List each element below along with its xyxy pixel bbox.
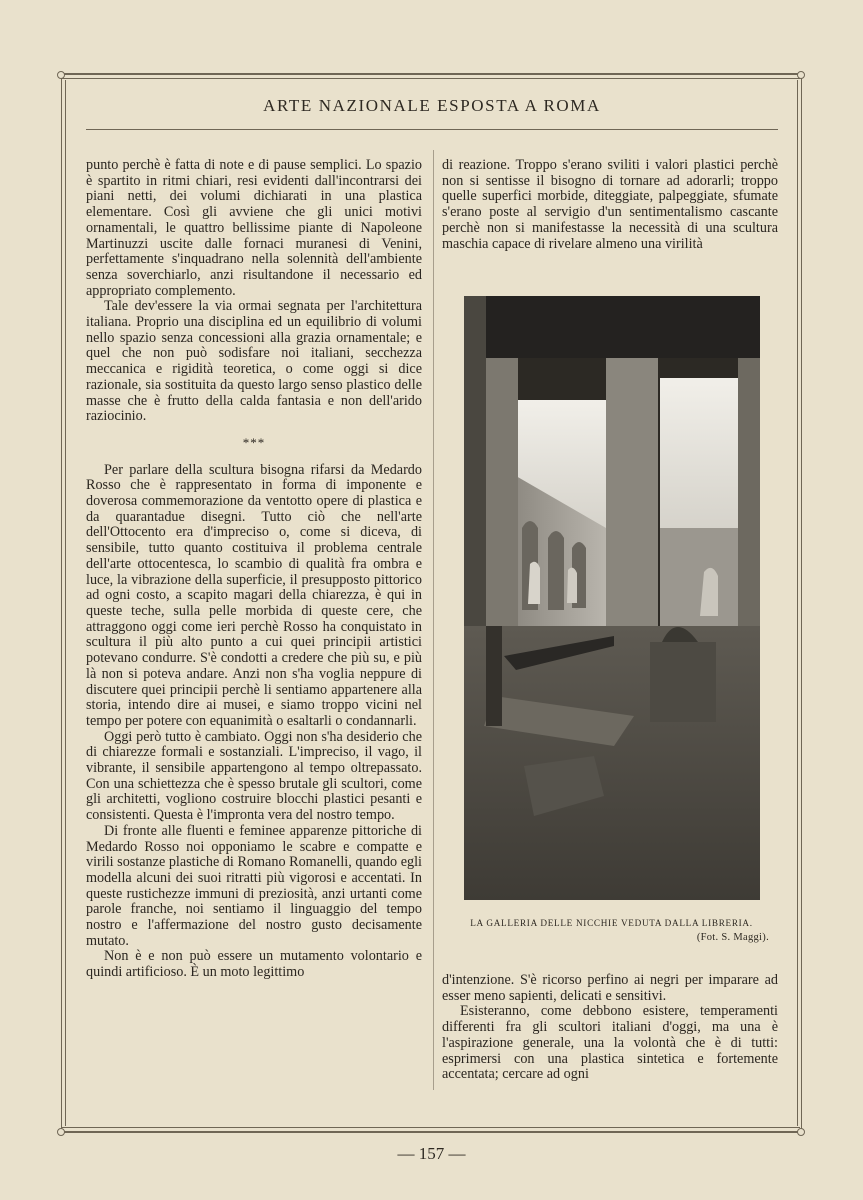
frame-corner-ornament: [797, 71, 805, 79]
right-text-column-bottom: [442, 973, 778, 1083]
frame-left-rule: [61, 76, 62, 1130]
left-text-column: [86, 158, 422, 981]
column-divider: [433, 150, 434, 1090]
page-number: — 157 —: [397, 1144, 466, 1163]
frame-corner-ornament: [57, 71, 65, 79]
open-sky-right: [660, 378, 738, 528]
far-wall: [660, 528, 738, 626]
paragraph: Tale dev'essere la via ormai segnata per l'architettura italiana. Proprio una disciplina ed un equilibrio di volumi nello spazio senza concessioni alla grazia ornamentale; e quel che non può sodisfare noi italiani, secchezza meccanica e rigidità teoretica, o come oggi si dice razionale, sia sostituita da questo largo senso plastico delle masse che è frutto della calda fantasia e non dell'arido raziocinio.: [86, 298, 422, 425]
frame-right-rule-inner: [797, 80, 798, 1126]
ceiling: [464, 296, 760, 358]
paragraph: Per parlare della scultura bisogna rifarsi da Medardo Rosso che è rappresentato in forma di imponente e doverosa commemorazione da ventotto opere di plastica e da quarantadue disegni. Tutto ciò che nell'arte dell'Ottocento era d'impreciso o, come si diceva, di sensibile, tutto quanto costituiva il problema centrale dell'arte ottocentesca, lo scambio di qualità fra ombra e luce, la vibrazione della superficie, il presupposto pittorico ad ogni costo, a scapito magari della chiarezza, è qui in queste teche, sulla pelle morbida di queste cere, che attraggono oggi come ieri perchè Rosso ha conquistato in scultura il più alto punto a cui quei principii artistici potevano condurre. S'è condotti a credere che più su, e più là non si poteva andare. Anzi non s'ha voglia neppure di discutere quei principii perchè li sentiamo appartenere alla storia, intendo dire ai musei, e siamo troppo vicini nel tempo per potere con equanimità o esaltarli o condannarli.: [86, 461, 422, 729]
statue: [567, 568, 577, 603]
frame-right-rule: [801, 76, 802, 1130]
frame-bottom-rule: [62, 1131, 800, 1133]
pedestal: [650, 642, 716, 722]
frame-left-rule-inner: [65, 80, 66, 1126]
paragraph: Non è e non può essere un mutamento volontario e quindi artificioso. È un moto legittimo: [86, 948, 422, 981]
running-title: ARTE NAZIONALE ESPOSTA A ROMA: [263, 96, 601, 115]
paragraph: Esisteranno, come debbono esistere, temperamenti differenti fra gli scultori italiani d'oggi, ma una è l'aspirazione generale, una la volontà che è di tutti: esprimersi con una plastica sintetica e fortemente accentata; cercare ad ogni: [442, 1003, 778, 1083]
right-text-column-top: [442, 158, 778, 252]
paragraph: Di fronte alle fluenti e feminee apparenze pittoriche di Medardo Rosso noi opponiamo le scabre e compatte e virili sostanze plastiche di Romano Romanelli, quando egli modella alcuni dei suoi ritratti più vigorosi e accentati. In queste rustichezze immuni di preziosità, anzi urtanti come parole franche, noi sentiamo il linguaggio del tempo nostro e l'affermazione del nostro gusto decisamente mutato.: [86, 822, 422, 949]
frame-bottom-rule-thin: [62, 1127, 800, 1128]
frame-top-rule: [62, 73, 800, 75]
paragraph: punto perchè è fatta di note e di pause semplici. Lo spazio è spartito in ritmi chiari, resi evidenti dall'incontrarsi dei piani netti, dei volumi dichiarati in una plastica elementare. Così gli avviene che gli unici motivi ornamentali, le quattro bellissime piante di Napoleone Martinuzzi uscite dalle fornaci muranesi di Venini, perfettamente s'inquadrano nella solennità dell'ambiente senza soverchiarlo, anzi risultandone il necessario ed appropriato complemento.: [86, 157, 422, 299]
niche: [548, 531, 564, 610]
paragraph: d'intenzione. S'è ricorso perfino ai negri per imparare ad esser meno sapienti, delicati e sensitivi.: [442, 972, 778, 1004]
frame-corner-ornament: [57, 1128, 65, 1136]
paragraph: Oggi però tutto è cambiato. Oggi non s'ha desiderio che di chiarezze formali e sostanziali. L'impreciso, il vago, il vibrante, il sensibile appartengono al tempo oltrepassato. Con una schiettezza che è spesso brutale gli scultori, come gli architetti, vogliono costruire blocchi plastici pesanti e consistenti. Questa è l'impronta vera del nostro tempo.: [86, 728, 422, 824]
gallery-photograph: [464, 296, 760, 900]
frame-corner-ornament: [797, 1128, 805, 1136]
section-separator: ***: [242, 434, 266, 450]
photo-credit: (Fot. S. Maggi).: [696, 932, 769, 943]
figure-caption: [444, 918, 779, 943]
frame-top-rule-thin: [62, 78, 800, 79]
plant: [486, 626, 502, 726]
paragraph: di reazione. Troppo s'erano sviliti i valori plastici perchè non si sentisse il bisogno di tornare ad adorarli; troppo quelle superfici morbide, diteggiate, palpeggiate, sfumate s'erano poste al servigio d'un sentimentalismo cascante perchè non si manifestasse la necessità di una scultura maschia capace di rivelare almeno una virilità: [442, 157, 778, 252]
header-rule: [86, 129, 778, 130]
gallery-photograph-drawing: [464, 296, 760, 900]
central-pillar: [606, 358, 658, 658]
statue: [528, 562, 540, 604]
caption-text: LA GALLERIA DELLE NICCHIE VEDUTA DALLA LIBRERIA.: [470, 918, 753, 928]
